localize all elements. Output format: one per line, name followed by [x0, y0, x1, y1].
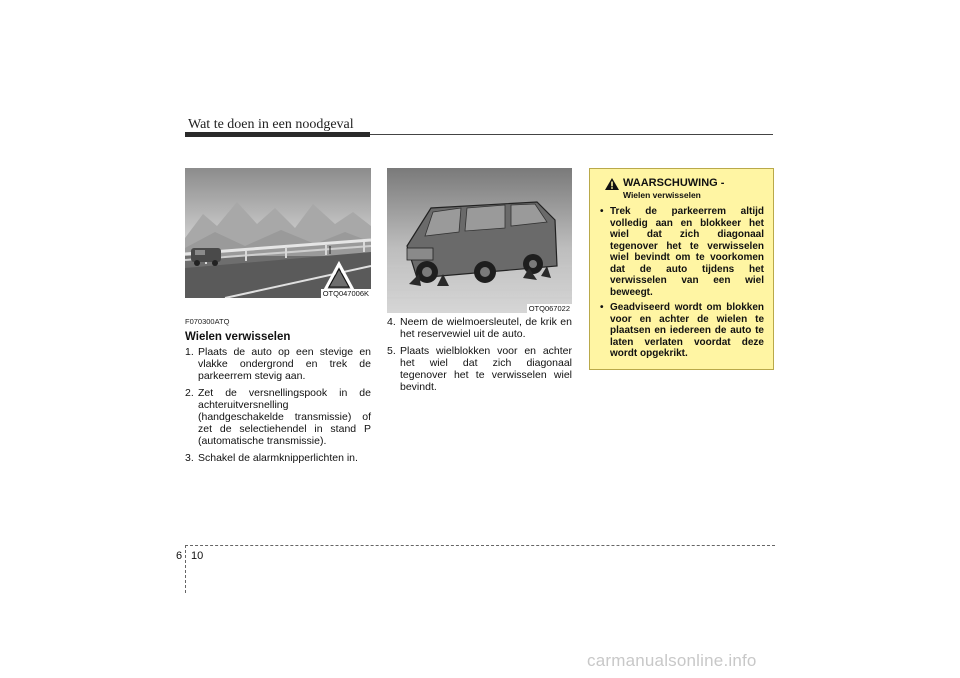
- watermark: carmanualsonline.info: [587, 651, 757, 670]
- step-item: 2. Zet de versnellingspook in de achteruitversnelling (handgeschakelde transmissie) of zet de selectiehendel in stand P (automatische transmissie).: [185, 387, 371, 447]
- header-bar: [185, 132, 370, 137]
- steps-list: [185, 346, 371, 464]
- road-illustration: [185, 168, 371, 298]
- warning-title: WAARSCHUWING -: [623, 177, 725, 189]
- section-code: F070300ATQ: [185, 317, 230, 326]
- instructions-column-2: [387, 316, 572, 398]
- figure-code: OTQ067022: [528, 304, 570, 313]
- footer-divider: [185, 545, 186, 593]
- footer-rule: [185, 545, 775, 546]
- step-item: 1. Plaats de auto op een stevige en vlakke ondergrond en trek de parkeerrem stevig aan.: [185, 346, 371, 382]
- header-rule: [370, 134, 773, 135]
- van-illustration: [387, 168, 572, 313]
- chapter-number: 6: [176, 550, 183, 562]
- section-title: Wielen verwisselen: [185, 331, 291, 343]
- van-body-icon: [407, 202, 557, 283]
- figure-warning-triangle-road: [185, 168, 371, 298]
- warning-header: [599, 177, 764, 200]
- warning-item: • Geadviseerd wordt om blokken voor en achter de wielen te plaatsen en iedereen de auto te laten verlaten voordat deze wordt opgekrikt.: [600, 302, 764, 359]
- figure-van-wheel-chocks: [387, 168, 572, 313]
- warning-list: [599, 206, 764, 360]
- figure-code: OTQ047006K: [322, 289, 369, 298]
- step-item: 3. Schakel de alarmknipperlichten in.: [185, 452, 358, 464]
- page-number: 10: [191, 550, 204, 562]
- step-item: 5. Plaats wielblokken voor en achter het wiel dat zich diagonaal tegenover het te verwisselen wiel bevindt.: [387, 345, 572, 393]
- warning-triangle-icon: [605, 178, 619, 190]
- warning-item: • Trek de parkeerrem altijd volledig aan en blokkeer het wiel dat zich diagonaal tegenover het te verwisselen wiel bevindt om te voorkomen dat de auto tijdens het verwisselen van een wiel beweegt.: [600, 206, 764, 298]
- page-header-title: Wat te doen in een noodgeval: [188, 117, 354, 132]
- warning-subtitle: Wielen verwisselen: [623, 190, 701, 200]
- step-item: 4. Neem de wielmoersleutel, de krik en het reservewiel uit de auto.: [387, 316, 572, 340]
- warning-box: [589, 168, 774, 370]
- instructions-column-1: [185, 316, 371, 469]
- steps-list: [387, 316, 572, 393]
